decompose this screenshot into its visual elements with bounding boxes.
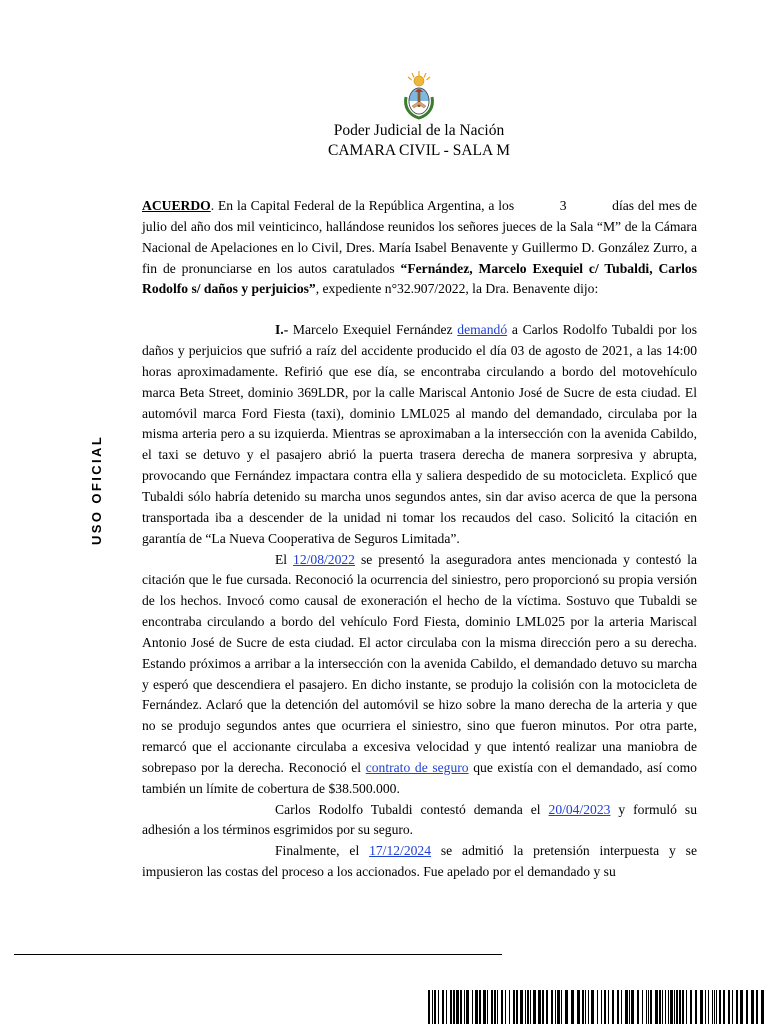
judgment-paragraph: [142, 841, 697, 883]
footnote-separator: [14, 954, 502, 955]
demanda-link[interactable]: demandó: [457, 322, 508, 338]
chamber-name: CAMARA CIVIL - SALA M: [328, 142, 510, 159]
insurance-contract-link[interactable]: contrato de seguro: [365, 759, 469, 775]
barcode-icon: [428, 990, 768, 1024]
insurer-paragraph: [142, 550, 697, 800]
section-1-paragraph: [142, 320, 697, 549]
acuerdo-text-2: días del mes de julio del año dos mil veinticinco, hallándose reunidos los señores jueces de la Sala “M” de la Cámara Nacional de Apelaciones en lo Civil, Dres. María Isabel Benavente y Guillermo D. González Zurro, a fin de pronunciarse en los autos caratulados: [142, 198, 697, 276]
section-1-text-1: Marcelo Exequiel Fernández: [288, 322, 458, 338]
document-body: [142, 196, 697, 883]
national-coat-of-arms-icon: [399, 69, 439, 121]
insurer-text-1: El: [275, 551, 294, 567]
judgment-text-2: se admitió la pretensión interpuesta y se impusieron las costas del proceso a los accionados. Fue apelado por el demandado y su: [142, 843, 698, 880]
acuerdo-paragraph: [142, 196, 697, 300]
acuerdo-label: ACUERDO: [142, 198, 211, 213]
section-1-text-2: a Carlos Rodolfo Tubaldi por los daños y perjuicios que sufrió a raíz del accidente producido el día 03 de agosto de 2021, a las 14:00 horas aproximadamente. Refirió que ese día, se encontraba circulando a bordo del motovehículo marca Beta Street, dominio 369LDR, por la calle Mariscal Antonio José de Sucre de esta ciudad. El automóvil marca Ford Fiesta (taxi), dominio LML025 al mando del demandado, circulaba por la misma arteria pero a su izquierda. Mientras se aproximaban a la intersección con la avenida Cabildo, el taxi se detuvo y el pasajero abrió la puerta trasera derecha de manera sorpresiva y abrupta, provocando que Fernández impactara contra ella y saliera despedido de su motocicleta. Explicó que Tubaldi sólo habría detenido su marcha unos segundos antes, sin dar aviso acerca de que la persona transportada iba a descender de la unidad ni tomar los recaudos del caso. Solicitó la citación en garantía de “La Nueva Cooperativa de Seguros Limitada”.: [142, 322, 698, 546]
date-link-17-12-2024[interactable]: 17/12/2024: [369, 843, 432, 859]
insurer-text-3: que existía con el demandado, así como también un límite de cobertura de $38.500.000.: [142, 759, 697, 796]
judgment-text-1: Finalmente, el: [275, 843, 370, 859]
section-1-number: I.-: [275, 322, 289, 338]
case-name: “Fernández, Marcelo Exequiel c/ Tubaldi, Carlos Rodolfo s/ daños y perjuicios”: [142, 260, 697, 297]
defendant-answer-paragraph: [142, 800, 697, 842]
defendant-text-1: Carlos Rodolfo Tubaldi contestó demanda el: [275, 801, 549, 817]
acuerdo-text-1: . En la Capital Federal de la República Argentina, a los: [210, 198, 515, 213]
acuerdo-text-3: , expediente n°32.907/2022, la Dra. Benavente dijo:: [315, 281, 599, 297]
defendant-text-2: y formuló su adhesión a los términos esgrimidos por su seguro.: [142, 801, 697, 838]
insurer-text-2: se presentó la aseguradora antes mencionada y contestó la citación que le fue cursada. Reconoció la ocurrencia del siniestro, pero proporcionó su propia versión de los hechos. Invocó como causal de exoneración el hecho de la víctima. Sostuvo que Tubaldi se encontraba circulando a bordo del vehículo Ford Fiesta, dominio LML025 por la arteria Mariscal Antonio José de Sucre de esta ciudad. El actor circulaba con la misma dirección pero a su derecha. Estando próximos a arribar a la intersección con la avenida Cabildo, el demandado detuvo su marcha y esperó que descendiera el pasajero. En dicho instante, se produjo la colisión con la motocicleta de Fernández. Aclaró que la detención del automóvil se hizo sobre la mano derecha de la arteria y que no se produjo segundos antes que ocurriera el siniestro, sino que fueron minutos. Por otra parte, remarcó que el accionante circulaba a excesiva velocidad y que intentó realizar una maniobra de sobrepaso por la derecha. Reconoció el: [142, 551, 697, 775]
court-name: Poder Judicial de la Nación: [333, 122, 505, 139]
official-use-label: USO OFICIAL: [89, 434, 104, 545]
date-link-20-04-2023[interactable]: 20/04/2023: [548, 801, 611, 817]
date-link-12-08-2022[interactable]: 12/08/2022: [293, 551, 355, 567]
acuerdo-day: 3: [559, 198, 567, 213]
